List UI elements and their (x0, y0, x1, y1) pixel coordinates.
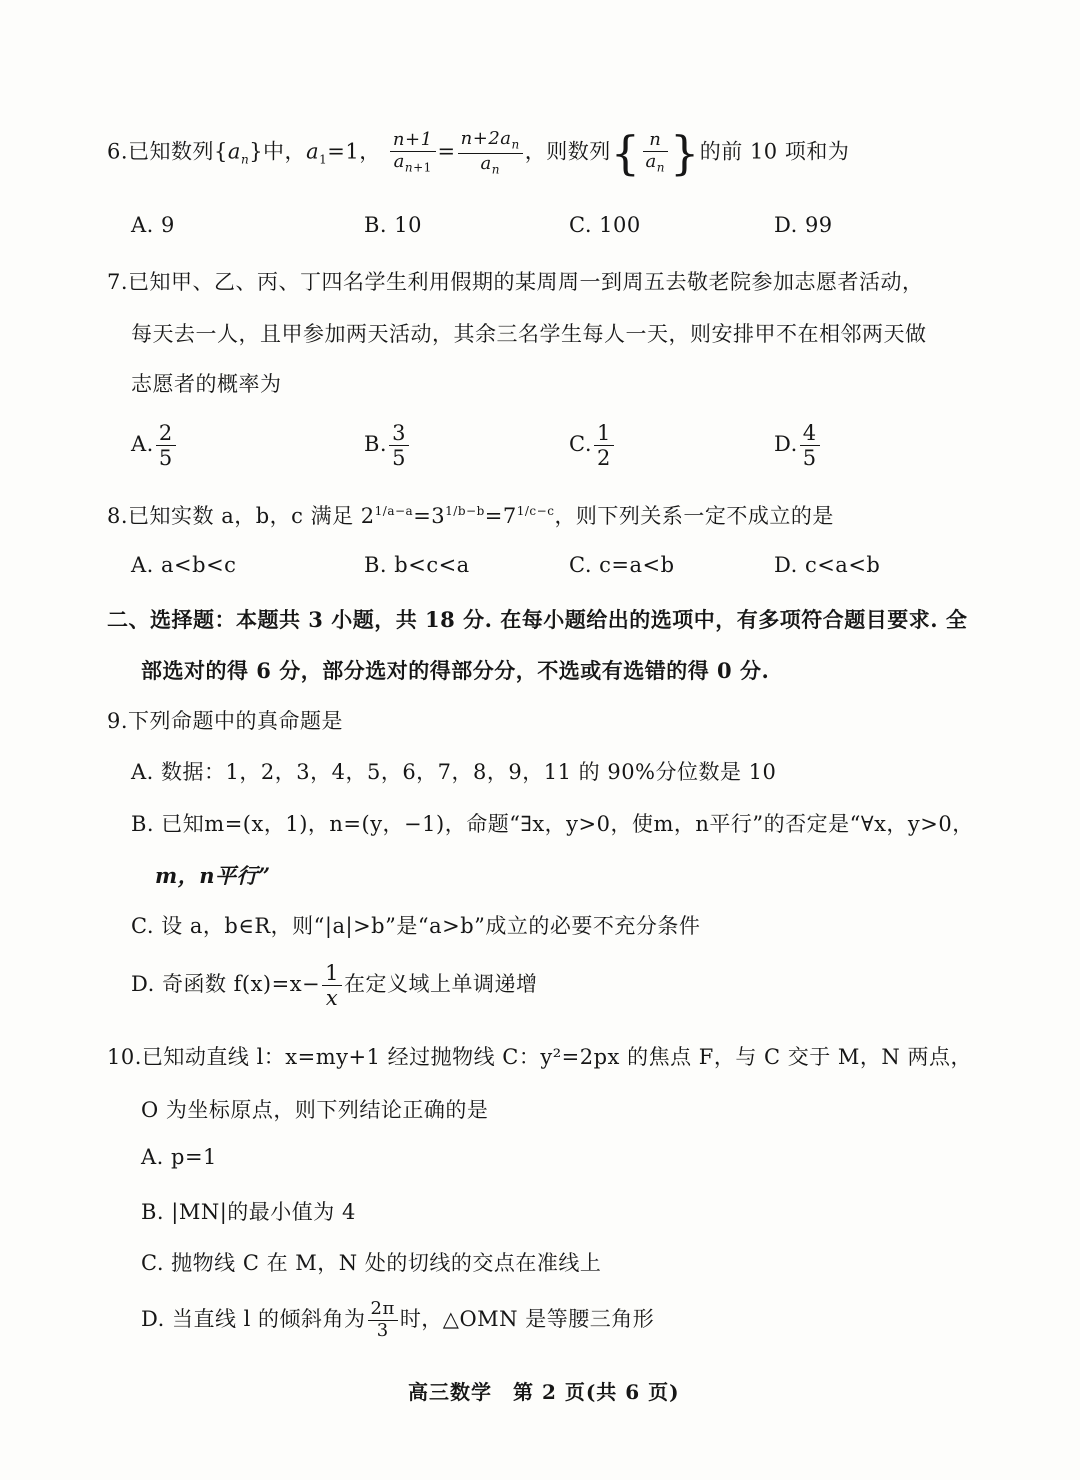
section-2-heading-cont: 部选对的得 6 分，部分选对的得部分分，不选或有选错的得 0 分. (141, 658, 770, 683)
q6-stem: 6.已知数列$\{a_n\}$中，$a_1=1$， $\frac{n+1}{a_{n+1}}$ = $\frac{n+2a_n}{a_n}$ ，则数列{ $\frac{n}{a_n}$ }的前 10 项和为 (107, 126, 850, 180)
q9-option-d: D. 奇函数 f(x)=x− $\frac{1}{x}$ 在定义域上单调递增 (131, 961, 538, 1011)
q6-option-d: D. 99 (774, 213, 833, 237)
q7-line-3: 志愿者的概率为 (131, 372, 282, 396)
q10-option-a: A. p=1 (141, 1145, 217, 1169)
q8-option-d: D. c<a<b (774, 553, 881, 577)
q7-line-2: 每天去一人，且甲参加两天活动，其余三名学生每人一天，则安排甲不在相邻两天做 (131, 322, 927, 346)
q6-fraction-2: $\frac{n+2a_n}{a_n}$ (458, 130, 523, 175)
q7-option-c: C. $\frac{1}{2}$ (569, 422, 616, 469)
q10-line-2: O 为坐标原点，则下列结论正确的是 (141, 1098, 489, 1122)
q10-line-1: 10.已知动直线 l：x=my+1 经过抛物线 C：y²=2px 的焦点 F，与 C 交于 M，N 两点， (107, 1045, 972, 1069)
section-2-heading: 二、选择题：本题共 3 小题，共 18 分. 在每小题给出的选项中，有多项符合题目要求. 全 (107, 607, 968, 632)
q6-option-b: B. 10 (364, 213, 423, 237)
q7-line-1: 7.已知甲、乙、丙、丁四名学生利用假期的某周周一到周五去敬老院参加志愿者活动， (107, 270, 924, 294)
q7-option-a: A. $\frac{2}{5}$ (131, 422, 178, 469)
q6-fraction-1: $\frac{n+1}{a_{n+1}}$ (390, 131, 436, 174)
q10-option-c: C. 抛物线 C 在 M，N 处的切线的交点在准线上 (141, 1251, 602, 1275)
page-footer: 高三数学 第 2 页(共 6 页) (408, 1380, 680, 1404)
q9-stem: 9.下列命题中的真命题是 (107, 709, 344, 733)
q6-option-c: C. 100 (569, 213, 641, 237)
q9-option-a: A. 数据：1，2，3，4，5，6，7，8，9，11 的 90%分位数是 10 (131, 760, 777, 784)
q7-option-b: B. $\frac{3}{5}$ (364, 422, 411, 469)
q8-option-a: A. a<b<c (131, 553, 237, 577)
q6-option-a: A. 9 (131, 213, 175, 237)
q8-option-c: C. c=a<b (569, 553, 675, 577)
q8-option-b: B. b<c<a (364, 553, 470, 577)
q9-option-b-cont: m，n平行” (155, 863, 271, 888)
q8-stem: 8.已知实数 a，b，c 满足 $2^{1/a-a}=3^{1/b-b}=7^{1/c-c}$，则下列关系一定不成立的是 (107, 504, 834, 528)
q6-fraction-3: $\frac{n}{a_n}$ (643, 131, 668, 174)
q9-option-b: B. 已知m=(x，1)，n=(y，−1)，命题“∃x，y>0，使m，n平行”的否定是“∀x，y>0， (131, 812, 974, 836)
q7-option-d: D. $\frac{4}{5}$ (774, 422, 822, 469)
q10-option-b: B. |MN|的最小值为 4 (141, 1200, 356, 1224)
q9-option-c: C. 设 a，b∈R，则“|a|>b”是“a>b”成立的必要不充分条件 (131, 914, 701, 938)
q10-option-d: D. 当直线 l 的倾斜角为 $\frac{2\pi}{3}$ 时，△OMN 是等腰三角形 (141, 1298, 655, 1341)
